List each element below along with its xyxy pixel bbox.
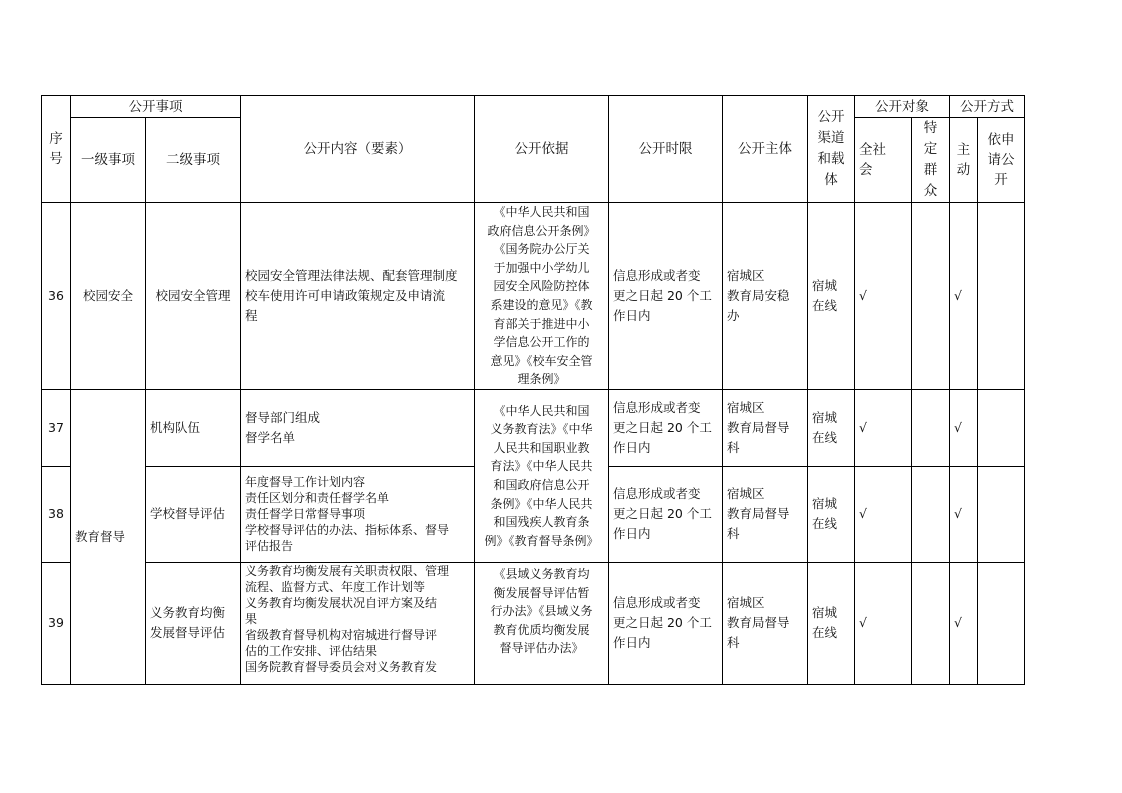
row-time: 信息形成或者变 更之日起 20 个工 作日内 [609,203,723,390]
header-group-audience: 公开对象 [855,96,950,118]
header-active: 主 动 [950,118,978,203]
row-active-check: √ [950,203,978,390]
row-subject: 宿城区 教育局安稳 办 [723,203,808,390]
header-channel: 公开 渠道 和载 体 [808,96,855,203]
row-channel: 宿城 在线 [808,389,855,466]
row-time: 信息形成或者变 更之日起 20 个工 作日内 [609,466,723,562]
disclosure-table [41,95,1025,685]
header-level2: 二级事项 [146,118,241,203]
header-on-request: 依申 请公 开 [978,118,1025,203]
header-group-items: 公开事项 [71,96,241,118]
row-basis-merged: 《中华人民共和国 义务教育法》《中华 人民共和国职业教 育法》《中华人民共 和国政府信息公开 条例》《中华人民共 和国残疾人教育条 例》《教育督导条例》 [475,389,609,562]
row-all-society-check: √ [855,466,912,562]
header-basis: 公开依据 [475,96,609,203]
row-seq: 36 [42,203,71,390]
row-active-check: √ [950,562,978,684]
row-specific-group-check [912,466,950,562]
row-specific-group-check [912,562,950,684]
row-on-request-check [978,203,1025,390]
row-seq: 38 [42,466,71,562]
row-subject: 宿城区 教育局督导 科 [723,466,808,562]
row-subject: 宿城区 教育局督导 科 [723,562,808,684]
row-seq: 39 [42,562,71,684]
row-content: 义务教育均衡发展有关职责权限、管理 流程、监督方式、年度工作计划等 义务教育均衡发展状况自评方案及结 果 省级教育督导机构对宿城进行督导评 估的工作安排、评估结果 国务院教育督导委员会对义务教育发 [241,562,475,684]
header-content: 公开内容（要素） [241,96,475,203]
row-basis: 《县域义务教育均 衡发展督导评估暂 行办法》《县域义务 教育优质均衡发展 督导评估办法》 [475,562,609,684]
row-on-request-check [978,562,1025,684]
table-row [42,203,1025,390]
row-channel: 宿城 在线 [808,562,855,684]
row-level2: 学校督导评估 [146,466,241,562]
row-basis: 《中华人民共和国 政府信息公开条例》 《国务院办公厅关 于加强中小学幼儿 园安全风险防控体 系建设的意见》《教 育部关于推进中小 学信息公开工作的 意见》《校车安全管 理条例》 [475,203,609,390]
row-all-society-check: √ [855,389,912,466]
row-level1: 校园安全 [71,203,146,390]
row-channel: 宿城 在线 [808,203,855,390]
row-time: 信息形成或者变 更之日起 20 个工 作日内 [609,562,723,684]
row-subject: 宿城区 教育局督导 科 [723,389,808,466]
row-level1-merged: 教育督导 [71,389,146,684]
row-content: 年度督导工作计划内容 责任区划分和责任督学名单 责任督学日常督导事项 学校督导评估的办法、指标体系、督导 评估报告 [241,466,475,562]
header-subject: 公开主体 [723,96,808,203]
row-channel: 宿城 在线 [808,466,855,562]
row-all-society-check: √ [855,562,912,684]
row-on-request-check [978,466,1025,562]
row-level2: 校园安全管理 [146,203,241,390]
header-group-method: 公开方式 [950,96,1025,118]
header-seq: 序 号 [42,96,71,203]
row-active-check: √ [950,466,978,562]
row-time: 信息形成或者变 更之日起 20 个工 作日内 [609,389,723,466]
row-content: 校园安全管理法律法规、配套管理制度 校车使用许可申请政策规定及申请流 程 [241,203,475,390]
row-active-check: √ [950,389,978,466]
row-specific-group-check [912,203,950,390]
header-all-society: 全社 会 [855,118,912,203]
table-row [42,562,1025,684]
row-specific-group-check [912,389,950,466]
row-level2: 义务教育均衡 发展督导评估 [146,562,241,684]
header-row-1 [42,96,1025,118]
header-level1: 一级事项 [71,118,146,203]
header-specific-group: 特 定 群 众 [912,118,950,203]
table-row [42,389,1025,466]
row-level2: 机构队伍 [146,389,241,466]
row-seq: 37 [42,389,71,466]
row-on-request-check [978,389,1025,466]
row-content: 督导部门组成 督学名单 [241,389,475,466]
header-time: 公开时限 [609,96,723,203]
row-all-society-check: √ [855,203,912,390]
